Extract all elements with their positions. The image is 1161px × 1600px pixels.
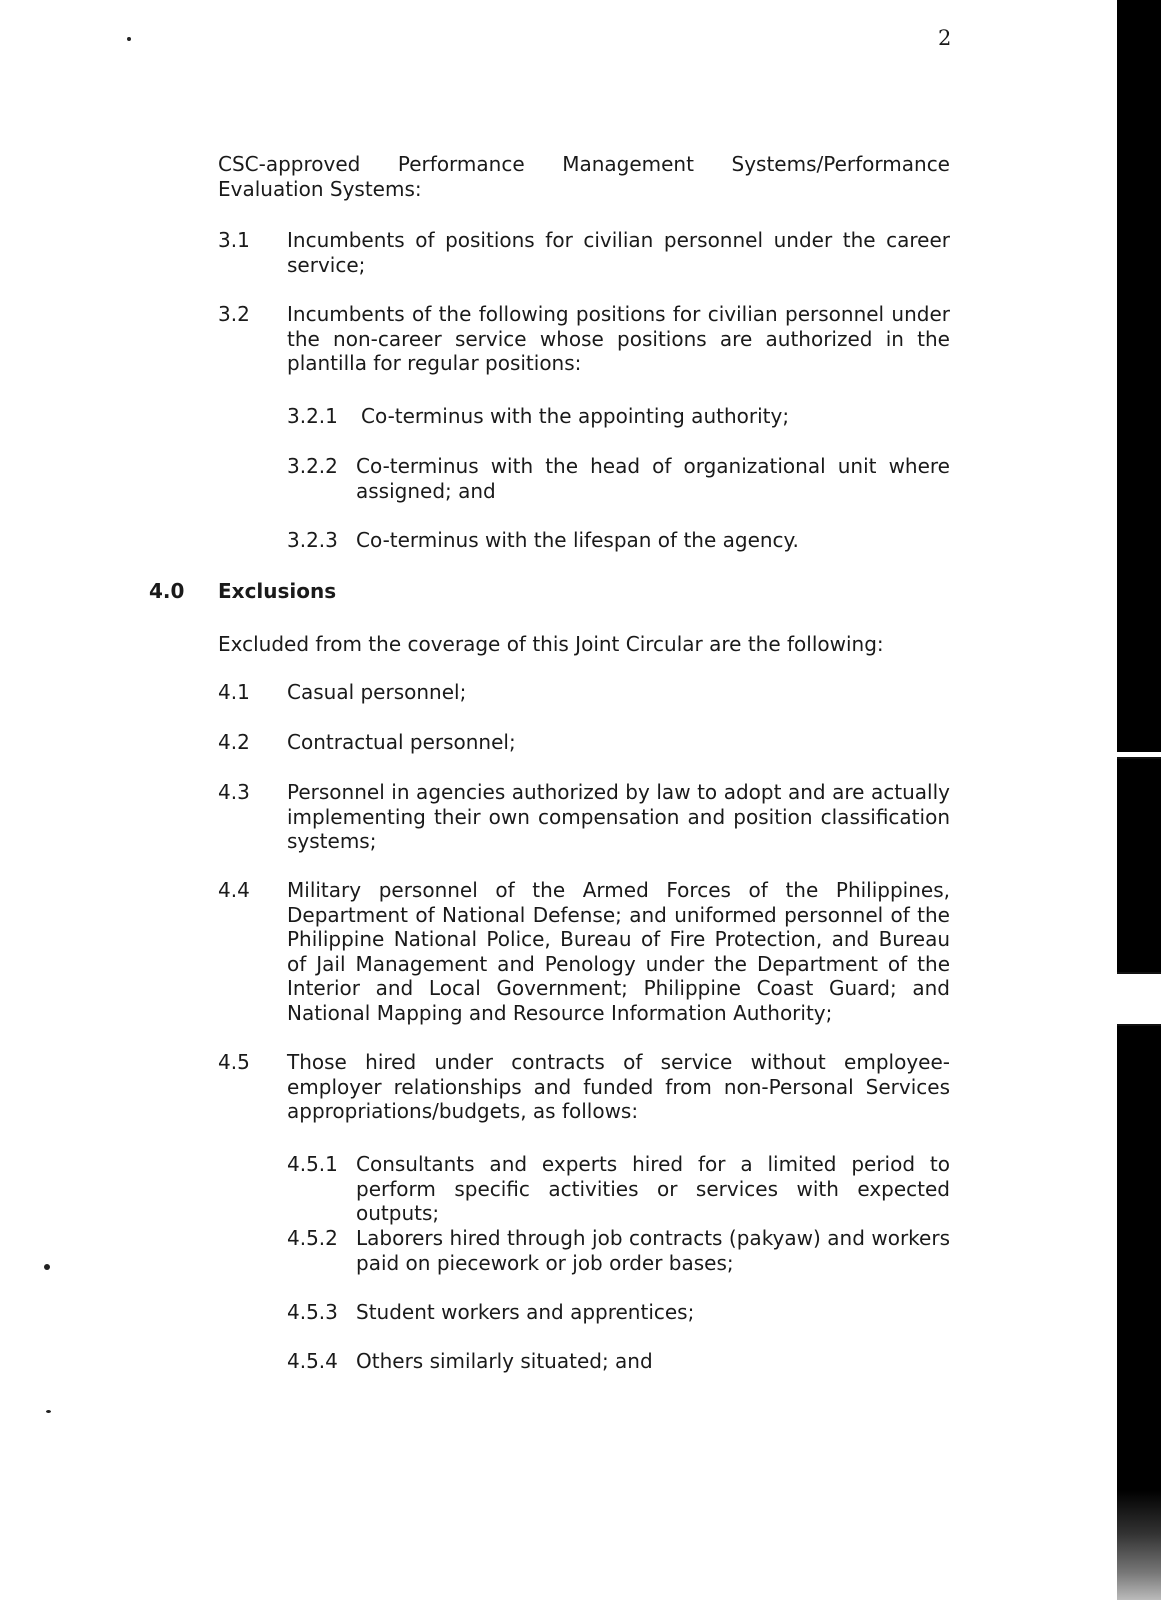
item-number: 4.4 [218, 878, 250, 902]
scan-speck [46, 1410, 51, 1413]
sub-item-number: 3.2.1 [287, 404, 338, 428]
item-number: 4.1 [218, 680, 250, 704]
section-number: 4.0 [149, 579, 185, 603]
sub-list-item: Student workers and apprentices; [356, 1300, 695, 1324]
scan-edge-gap [1117, 972, 1161, 1026]
sub-list-item: Consultants and experts hired for a limited period to perform specific activities or services with expected outputs; [356, 1152, 950, 1225]
item-number: 4.5 [218, 1050, 250, 1074]
scan-speck [127, 37, 131, 41]
sub-list-item: Co-terminus with the lifespan of the agency. [356, 528, 799, 552]
intro-paragraph: CSC-approved Performance Management Systems/Performance Evaluation Systems: [218, 152, 950, 201]
list-item: Contractual personnel; [287, 730, 516, 754]
sub-item-number: 3.2.2 [287, 454, 338, 478]
sub-item-number: 4.5.4 [287, 1349, 338, 1373]
list-item: Personnel in agencies authorized by law to adopt and are actually implementing their own compensation and position classification systems; [287, 780, 950, 853]
list-item: Incumbents of the following positions for civilian personnel under the non-career service whose positions are authorized in the plantilla for regular positions: [287, 302, 950, 375]
scan-edge-gap [1117, 752, 1161, 759]
sub-item-number: 4.5.2 [287, 1226, 338, 1250]
scan-speck [44, 1264, 50, 1270]
section-heading: Exclusions [218, 579, 337, 603]
item-number: 3.1 [218, 228, 250, 252]
list-item: Military personnel of the Armed Forces of the Philippines, Department of National Defense; and uniformed personnel of the Philippine National Police, Bureau of Fire Protection, and Bureau of Jail Management and Penology under the Department of the Interior and Local Government; Philippine Coast Guard; and National Mapping and Resource Information Authority; [287, 878, 950, 1025]
scan-edge [1117, 0, 1161, 1600]
item-number: 4.3 [218, 780, 250, 804]
list-item: Incumbents of positions for civilian personnel under the career service; [287, 228, 950, 277]
page-number: 2 [938, 26, 952, 50]
sub-list-item: Co-terminus with the head of organizational unit where assigned; and [356, 454, 950, 503]
item-number: 3.2 [218, 302, 250, 326]
item-number: 4.2 [218, 730, 250, 754]
sub-list-item: Co-terminus with the appointing authority; [361, 404, 790, 428]
sub-item-number: 4.5.3 [287, 1300, 338, 1324]
section-intro: Excluded from the coverage of this Joint Circular are the following: [218, 632, 884, 656]
list-item: Casual personnel; [287, 680, 467, 704]
sub-item-number: 4.5.1 [287, 1152, 338, 1176]
sub-item-number: 3.2.3 [287, 528, 338, 552]
scan-edge-fade [1117, 1490, 1161, 1600]
list-item: Those hired under contracts of service without employee-employer relationships and funded from non-Personal Services appropriations/budgets, as follows: [287, 1050, 950, 1123]
sub-list-item: Laborers hired through job contracts (pakyaw) and workers paid on piecework or job order bases; [356, 1226, 950, 1275]
sub-list-item: Others similarly situated; and [356, 1349, 653, 1373]
